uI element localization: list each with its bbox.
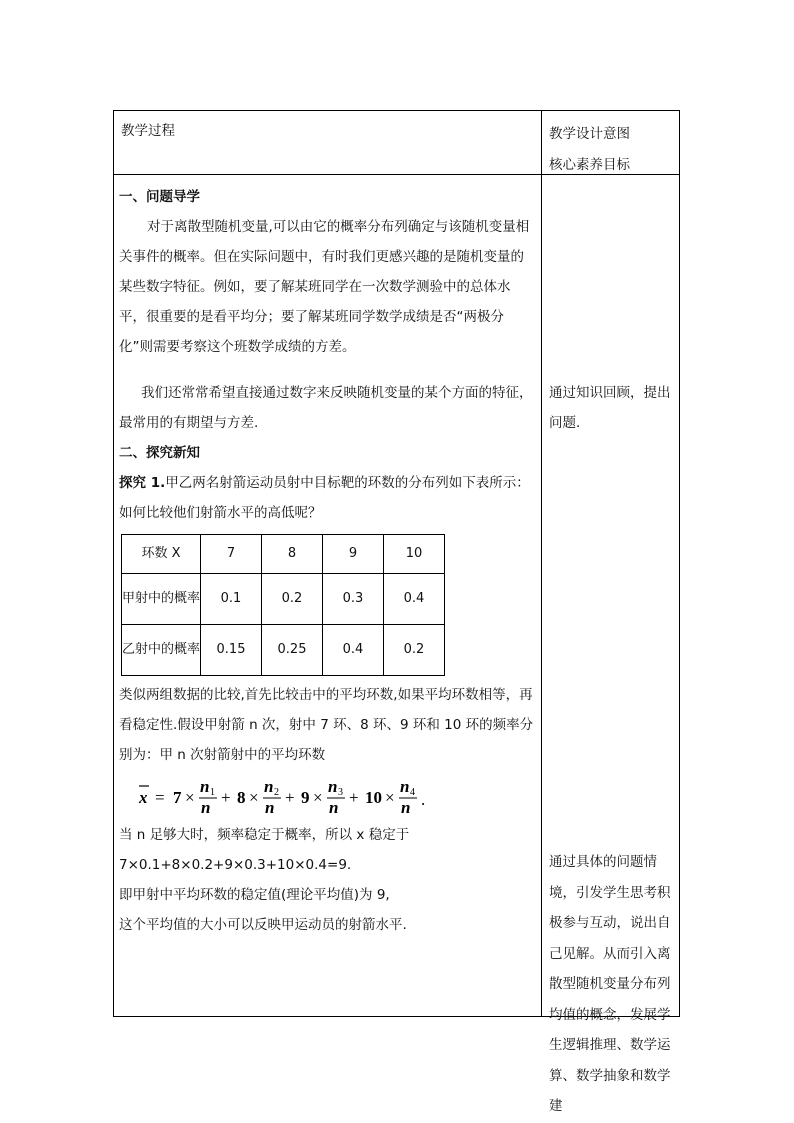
teaching-process-content bbox=[119, 182, 534, 940]
table-cell: 0.25 bbox=[262, 625, 323, 676]
section1-title: 一、问题导学 bbox=[119, 189, 200, 205]
formula-coef-2: 8 bbox=[237, 788, 246, 807]
explore-label: 探究 1. bbox=[119, 475, 166, 491]
formula-end: . bbox=[421, 790, 426, 809]
section2-title: 二、探究新知 bbox=[119, 445, 200, 461]
formula-times-1: × bbox=[185, 788, 195, 807]
header-design-intent bbox=[549, 119, 630, 181]
formula-sub-1: 1 bbox=[210, 787, 215, 798]
table-row bbox=[122, 574, 445, 625]
table-cell: 9 bbox=[323, 535, 384, 574]
header-right-line2: 核心素养目标 bbox=[549, 157, 630, 173]
formula-num-4: n bbox=[400, 777, 410, 796]
table-cell: 7 bbox=[201, 535, 262, 574]
design-note-1: 通过知识回顾，提出问题. bbox=[549, 385, 671, 431]
formula-num-3: n bbox=[328, 777, 338, 796]
table-cell: 8 bbox=[262, 535, 323, 574]
column-divider bbox=[541, 111, 542, 1016]
formula-coef-3: 9 bbox=[301, 788, 310, 807]
formula-den-3: n bbox=[329, 798, 339, 817]
after-table-text1: 类似两组数据的比较,首先比较击中的平均环数,如果平均环数相等，再看稳定性.假设甲射箭 n 次，射中 7 环、8 环、9 环和 10 环的频率分别为：甲 n 次射箭射中的平均环数 bbox=[119, 687, 534, 763]
formula-times-4: × bbox=[385, 788, 395, 807]
table-cell: 0.2 bbox=[262, 574, 323, 625]
formula-equals: = bbox=[155, 788, 165, 807]
design-note-2: 通过具体的问题情境，引发学生思考积极参与互动，说出自己见解。从而引入离散型随机变量分布列均值的概念，发展学生逻辑推理、数学运算、数学抽象和数学建 bbox=[549, 854, 671, 1114]
formula-den-4: n bbox=[401, 798, 411, 817]
table-cell: 0.3 bbox=[323, 574, 384, 625]
formula-plus-2: + bbox=[285, 788, 295, 807]
section1-para2: 我们还常常希望直接通过数字来反映随机变量的某个方面的特征，最常用的有期望与方差. bbox=[119, 385, 533, 431]
explore-1 bbox=[119, 468, 534, 528]
formula-lhs: x bbox=[139, 788, 148, 807]
after-table-text2: 当 n 足够大时，频率稳定于概率，所以 x 稳定于 bbox=[119, 827, 410, 843]
formula-coef-1: 7 bbox=[173, 788, 182, 807]
table-cell: 0.1 bbox=[201, 574, 262, 625]
formula-num-1: n bbox=[200, 777, 210, 796]
distribution-table bbox=[121, 534, 445, 676]
table-header-row bbox=[122, 535, 445, 574]
formula-plus-1: + bbox=[221, 788, 231, 807]
header-teaching-process: 教学过程 bbox=[121, 123, 175, 139]
table-cell: 10 bbox=[384, 535, 445, 574]
after-table-text4: 这个平均值的大小可以反映甲运动员的射箭水平. bbox=[119, 917, 407, 933]
formula-times-3: × bbox=[313, 788, 323, 807]
table-cell: 乙射中的概率 bbox=[122, 625, 201, 676]
table-cell: 0.15 bbox=[201, 625, 262, 676]
formula-sub-2: 2 bbox=[274, 787, 279, 798]
header-right-line1: 教学设计意图 bbox=[549, 126, 630, 142]
formula-sub-4: 4 bbox=[410, 787, 415, 798]
formula-num-2: n bbox=[264, 777, 274, 796]
formula-plus-3: + bbox=[349, 788, 359, 807]
formula-coef-4: 10 bbox=[365, 788, 382, 807]
formula-den-2: n bbox=[265, 798, 275, 817]
formula-times-2: × bbox=[249, 788, 259, 807]
table-row bbox=[122, 625, 445, 676]
table-cell: 0.4 bbox=[323, 625, 384, 676]
after-table-text3: 即甲射中平均环数的稳定值(理论平均值)为 9, bbox=[119, 887, 390, 903]
after-table-calc: 7×0.1+8×0.2+9×0.3+10×0.4=9. bbox=[119, 857, 352, 873]
explore-text: 甲乙两名射箭运动员射中目标靶的环数的分布列如下表所示：如何比较他们射箭水平的高低呢？ bbox=[119, 475, 530, 521]
lesson-table bbox=[113, 110, 680, 1114]
table-cell: 0.2 bbox=[384, 625, 445, 676]
mean-formula bbox=[119, 770, 534, 820]
formula-den-1: n bbox=[201, 798, 211, 817]
formula-sub-3: 3 bbox=[338, 787, 343, 798]
table-cell: 甲射中的概率 bbox=[122, 574, 201, 625]
section1-para1: 对于离散型随机变量,可以由它的概率分布列确定与该随机变量相关事件的概率。但在实际问题中，有时我们更感兴趣的是随机变量的某些数字特征。例如，要了解某班同学在一次数学测验中的总体水平，很重要的是看平均分；要了解某班同学数学成绩是否“两极分化”则需要考察这个班数学成绩的方差。 bbox=[119, 219, 530, 355]
table-cell: 环数 X bbox=[122, 535, 201, 574]
table-cell: 0.4 bbox=[384, 574, 445, 625]
